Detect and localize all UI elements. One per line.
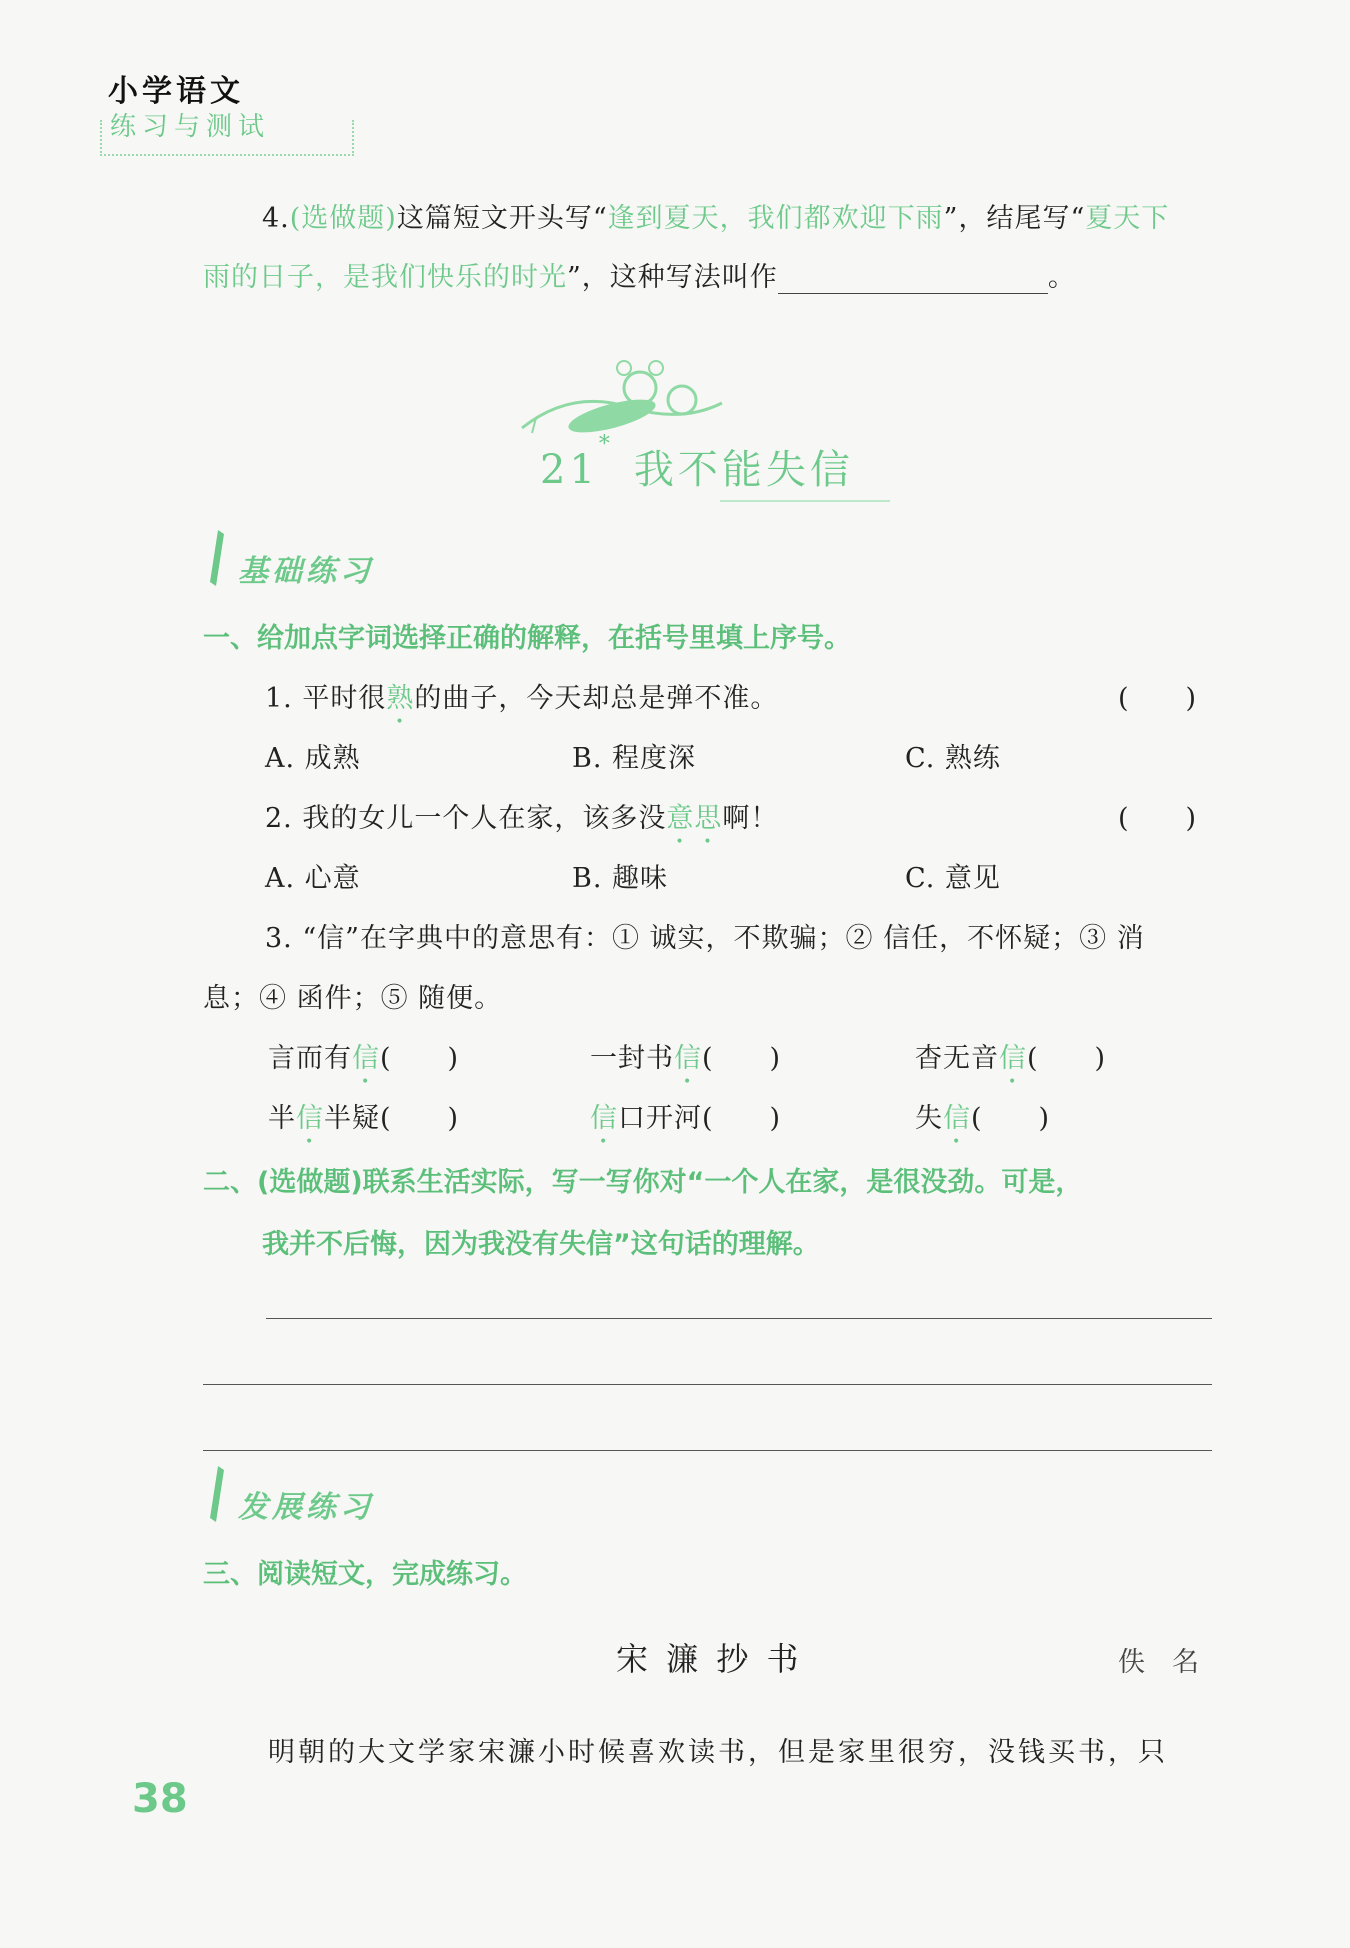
item2-dotted-word: 意思 <box>666 803 723 834</box>
item3-line1: 3. “信”在字典中的意思有：① 诚实，不欺骗；② 信任，不怀疑；③ 消 <box>265 923 1145 954</box>
q4-answer-blank[interactable] <box>778 265 1048 294</box>
item1-post: 的曲子，今天却总是弹不准。 <box>414 683 779 714</box>
phrase-4-post: 半疑 <box>324 1103 380 1134</box>
phrase-5-dotted: 信 <box>590 1103 618 1134</box>
item2-post: 啊！ <box>722 803 779 834</box>
phrase-1 <box>268 1036 459 1090</box>
item2-option-b: B. 趣味 <box>572 863 669 894</box>
lesson-title <box>540 432 854 495</box>
phrase-5 <box>590 1096 781 1150</box>
phrase-3-paren[interactable]: ( ) <box>1027 1043 1107 1074</box>
phrase-2-dotted: 信 <box>674 1043 702 1074</box>
q4-number: 4. <box>262 203 290 234</box>
lesson-star: * <box>598 432 614 457</box>
phrase-4 <box>268 1096 459 1150</box>
phrase-4-pre: 半 <box>268 1103 296 1134</box>
phrase-3-pre: 杳无音 <box>915 1043 999 1074</box>
q4-line2 <box>203 255 1076 294</box>
kids-leaf-illustration <box>512 348 732 448</box>
phrase-2 <box>590 1036 781 1090</box>
item1-answer-paren[interactable]: ( ) <box>1118 683 1198 714</box>
phrase-6-pre: 失 <box>915 1103 943 1134</box>
phrase-5-paren[interactable]: ( ) <box>702 1103 782 1134</box>
q4-quote2b: 雨的日子，是我们快乐的时光 <box>203 262 567 293</box>
q4-tag: (选做题) <box>289 203 397 234</box>
item1-dotted-word: 熟 <box>386 683 415 714</box>
phrase-1-pre: 言而有 <box>268 1043 352 1074</box>
phrase-6 <box>915 1096 1050 1150</box>
answer-line-3[interactable] <box>203 1450 1212 1451</box>
phrase-1-dotted: 信 <box>352 1043 380 1074</box>
page-number: 38 <box>132 1776 188 1822</box>
item2-pre: 2. 我的女儿一个人在家，该多没 <box>265 803 667 834</box>
lesson-name: 我不能失信 <box>633 447 854 493</box>
q4-quote1: 逢到夏天，我们都欢迎下雨 <box>607 203 944 234</box>
part1-instruction: 一、给加点字词选择正确的解释，在括号里填上序号。 <box>203 623 851 654</box>
story-title: 宋 濂 抄 书 <box>616 1640 803 1678</box>
q4-quote2a: 夏天下 <box>1085 203 1170 234</box>
item2-option-a: A. 心意 <box>265 863 361 894</box>
item1-option-b: B. 程度深 <box>572 743 697 774</box>
item2-option-c: C. 意见 <box>905 863 1001 894</box>
develop-practice-heading: 发展练习 <box>238 1490 374 1525</box>
phrase-4-paren[interactable]: ( ) <box>380 1103 460 1134</box>
lesson-number: 21 <box>540 447 599 493</box>
q4-end: 。 <box>1047 262 1076 293</box>
story-line1: 明朝的大文学家宋濂小时候喜欢读书，但是家里很穷，没钱买书，只 <box>268 1737 1168 1768</box>
item1-sentence <box>265 676 778 730</box>
item2-answer-paren[interactable]: ( ) <box>1118 803 1198 834</box>
phrase-2-paren[interactable]: ( ) <box>702 1043 782 1074</box>
answer-line-1[interactable] <box>266 1318 1212 1319</box>
header-dotted-box <box>100 120 354 156</box>
item1-pre: 1. 平时很 <box>265 683 387 714</box>
story-author: 佚 名 <box>1118 1647 1199 1678</box>
book-title: 小学语文 <box>108 74 244 109</box>
q4-line1 <box>262 196 1169 235</box>
q4-text1: 这篇短文开头写“ <box>396 203 608 234</box>
phrase-3 <box>915 1036 1106 1090</box>
answer-line-2[interactable] <box>203 1384 1212 1385</box>
book-subtitle: 练习与测试 <box>110 112 271 142</box>
item1-option-c: C. 熟练 <box>905 743 1001 774</box>
lesson-underline <box>720 500 890 502</box>
part2-line1: 二、(选做题)联系生活实际，写一写你对“一个人在家，是很没劲。可是， <box>203 1167 1083 1198</box>
phrase-6-paren[interactable]: ( ) <box>971 1103 1051 1134</box>
phrase-5-post: 口开河 <box>618 1103 702 1134</box>
part2-line2: 我并不后悔，因为我没有失信”这句话的理解。 <box>262 1229 820 1260</box>
basic-practice-heading: 基础练习 <box>238 554 374 589</box>
pencil-icon <box>204 1464 230 1524</box>
phrase-2-pre: 一封书 <box>590 1043 674 1074</box>
item3-line2: 息；④ 函件；⑤ 随便。 <box>203 983 503 1014</box>
phrase-4-dotted: 信 <box>296 1103 324 1134</box>
phrase-6-dotted: 信 <box>943 1103 971 1134</box>
q4-text2: ”，结尾写“ <box>943 203 1086 234</box>
phrase-3-dotted: 信 <box>999 1043 1027 1074</box>
item1-option-a: A. 成熟 <box>265 743 361 774</box>
pencil-icon <box>204 528 230 588</box>
phrase-1-paren[interactable]: ( ) <box>380 1043 460 1074</box>
item2-sentence <box>265 796 778 850</box>
q4-text3: ”，这种写法叫作 <box>567 262 778 293</box>
part3-instruction: 三、阅读短文，完成练习。 <box>203 1559 527 1590</box>
